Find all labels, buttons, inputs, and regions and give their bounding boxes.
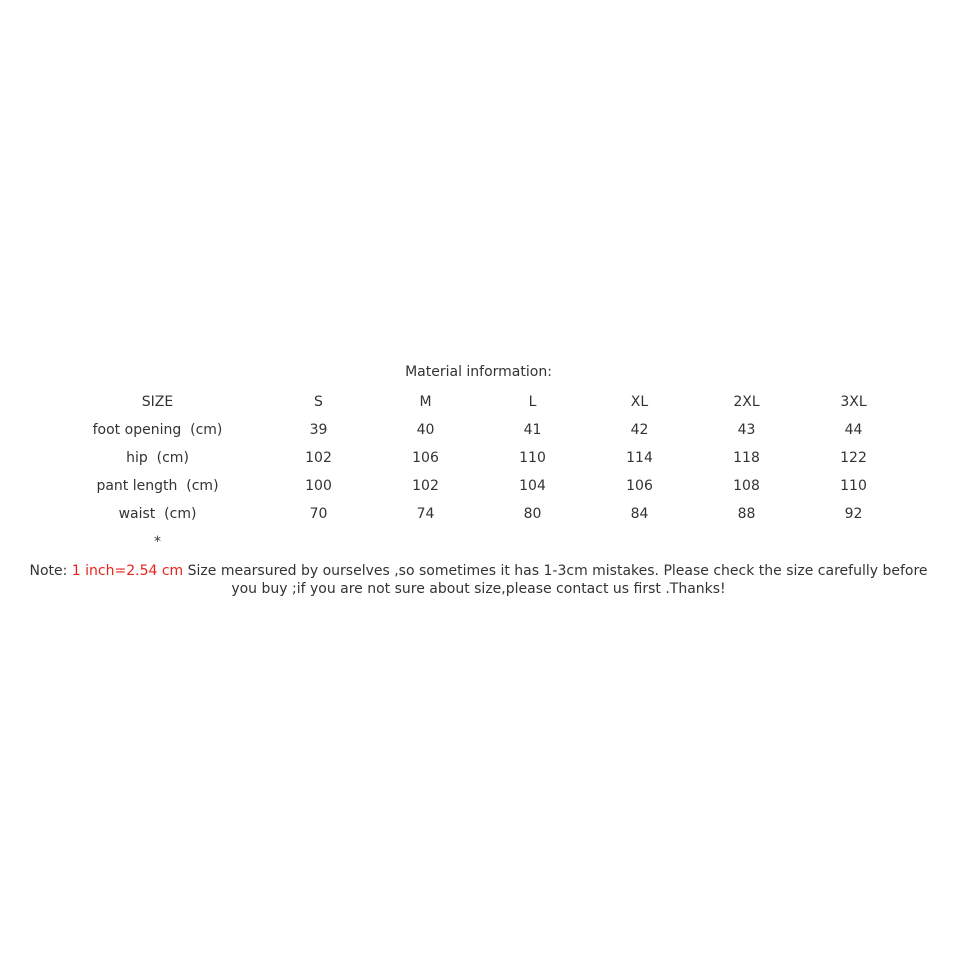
table-cell: 42 (630, 422, 649, 438)
table-cell: 108 (733, 478, 760, 494)
table-cell: 41 (523, 422, 542, 438)
table-cell: 110 (840, 478, 867, 494)
table-row-foot-opening (50, 416, 907, 444)
table-cell: 80 (523, 506, 542, 522)
table-footnote-row (50, 528, 907, 556)
header-size-m: M (419, 394, 432, 410)
table-cell: 122 (840, 450, 867, 466)
table-cell: 92 (844, 506, 863, 522)
note-text: Size mearsured by ourselves ,so sometimes it has 1-3cm mistakes. Please check the size carefully before you buy ;if you are not sure about size,please contact us first .Thanks! (183, 563, 928, 597)
table-cell: 104 (519, 478, 546, 494)
table-cell: 118 (733, 450, 760, 466)
row-label: pant length (cm) (96, 478, 219, 494)
table-cell: 40 (416, 422, 435, 438)
table-cell: 44 (844, 422, 863, 438)
table-cell: 110 (519, 450, 546, 466)
table-cell: 100 (305, 478, 332, 494)
table-cell: 106 (412, 450, 439, 466)
header-size-l: L (528, 394, 537, 410)
header-size-2xl: 2XL (733, 394, 760, 410)
table-cell: 74 (416, 506, 435, 522)
table-row-hip (50, 444, 907, 472)
footnote-asterisk: * (154, 534, 161, 550)
table-cell: 106 (626, 478, 653, 494)
row-label: waist (cm) (118, 506, 197, 522)
note-inch-conversion: 1 inch=2.54 cm (71, 563, 184, 579)
row-label: foot opening (cm) (92, 422, 223, 438)
header-size-xl: XL (630, 394, 649, 410)
table-cell: 88 (737, 506, 756, 522)
table-cell: 84 (630, 506, 649, 522)
table-cell: 102 (305, 450, 332, 466)
header-size-s: S (314, 394, 323, 410)
table-cell: 70 (309, 506, 328, 522)
note-prefix: Note: (29, 563, 72, 579)
row-label: hip (cm) (126, 450, 189, 466)
table-cell: 114 (626, 450, 653, 466)
table-header-row (50, 388, 907, 416)
material-information-title: Material information: (405, 364, 552, 380)
size-note (20, 562, 937, 598)
table-row-waist (50, 500, 907, 528)
header-size-label: SIZE (141, 394, 174, 410)
size-chart-table (50, 388, 907, 556)
table-cell: 102 (412, 478, 439, 494)
table-cell: 43 (737, 422, 756, 438)
table-cell: 39 (309, 422, 328, 438)
header-size-3xl: 3XL (840, 394, 867, 410)
table-row-pant-length (50, 472, 907, 500)
